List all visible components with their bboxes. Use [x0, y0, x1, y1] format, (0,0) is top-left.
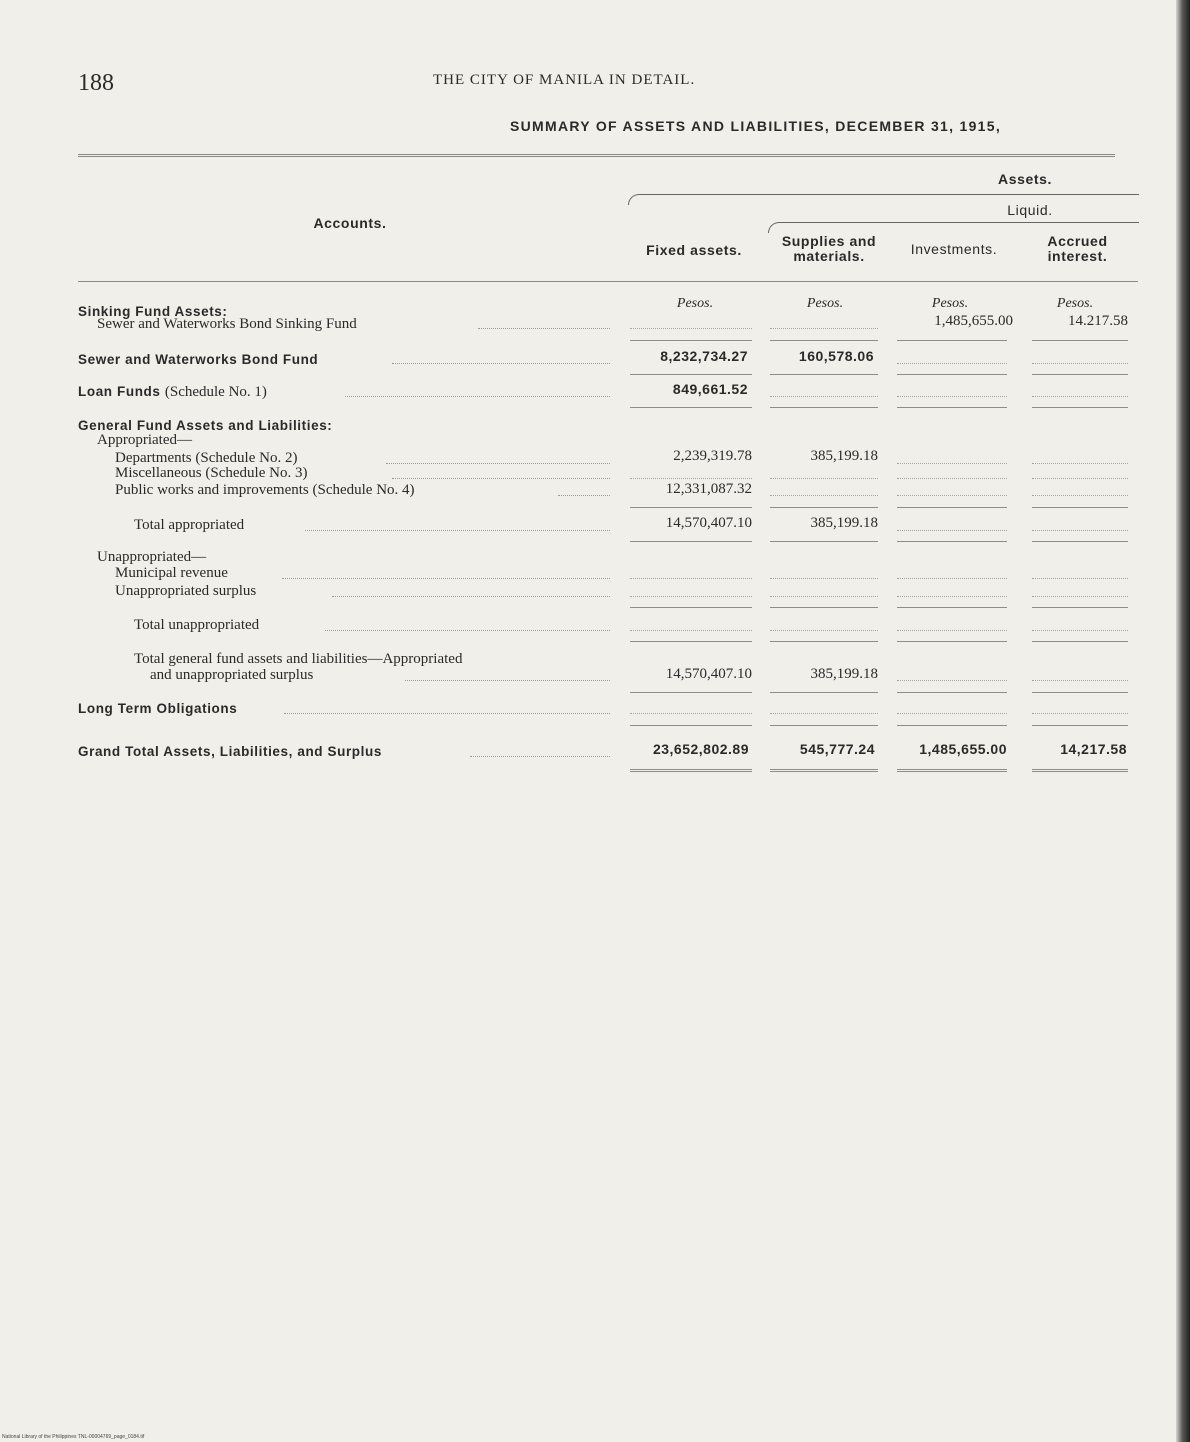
empty-cell [897, 530, 1007, 531]
empty-cell [770, 596, 878, 597]
total-appropriated-supplies-value: 385,199.18 [810, 515, 878, 531]
underline [770, 407, 878, 408]
empty-cell [897, 478, 1007, 479]
underline [897, 607, 1007, 608]
sewer-bond-fund-label: Sewer and Waterworks Bond Fund [78, 352, 319, 367]
underline [1032, 340, 1128, 341]
loan-funds-label [78, 384, 267, 400]
underline [1032, 607, 1128, 608]
fixed-assets-header: Fixed assets. [646, 242, 742, 258]
double-underline [770, 769, 878, 772]
total-general-supplies-value: 385,199.18 [810, 666, 878, 682]
empty-cell [1032, 680, 1128, 681]
unappropriated-surplus-label: Unappropriated surplus [115, 583, 257, 599]
leader-dots [392, 363, 610, 364]
empty-cell [1032, 478, 1128, 479]
municipal-revenue-label: Municipal revenue [115, 565, 228, 581]
total-unappropriated-label: Total unappropriated [134, 617, 260, 633]
underline [770, 340, 878, 341]
underline [770, 507, 878, 508]
accrued-header-line1: Accrued [1047, 233, 1108, 249]
empty-cell [770, 478, 878, 479]
underline [630, 725, 752, 726]
underline [897, 541, 1007, 542]
general-fund-heading: General Fund Assets and Liabilities: [78, 418, 333, 433]
leader-dots [405, 680, 610, 681]
underline [770, 607, 878, 608]
public-works-label: Public works and improvements (Schedule No. 4) [115, 482, 415, 498]
empty-cell [630, 578, 752, 579]
empty-cell [1032, 630, 1128, 631]
underline [770, 641, 878, 642]
empty-cell [1032, 396, 1128, 397]
sinking-investments-value: 1,485,655.00 [934, 313, 1013, 329]
empty-cell [770, 630, 878, 631]
underline [630, 407, 752, 408]
empty-cell [897, 495, 1007, 496]
leader-dots [282, 578, 610, 579]
empty-cell [770, 328, 878, 329]
leader-dots [558, 495, 610, 496]
empty-cell [630, 596, 752, 597]
leader-dots [478, 328, 610, 329]
supplies-header-line2: materials. [793, 248, 865, 264]
leader-dots [470, 756, 610, 757]
underline [1032, 641, 1128, 642]
loan-funds-label-bold: Loan Funds [78, 384, 161, 399]
empty-cell [630, 713, 752, 714]
underline [630, 374, 752, 375]
underline [770, 541, 878, 542]
empty-cell [897, 680, 1007, 681]
underline [897, 340, 1007, 341]
assets-header: Assets. [997, 171, 1052, 187]
unit-accrued: Pesos. [1056, 296, 1094, 311]
empty-cell [897, 396, 1007, 397]
empty-cell [1032, 495, 1128, 496]
underline [1032, 507, 1128, 508]
accounts-header: Accounts. [313, 215, 387, 231]
empty-cell [1032, 596, 1128, 597]
grand-investments-value: 1,485,655.00 [919, 741, 1007, 757]
total-general-fund-label: Total general fund assets and liabilities—Appropriated [134, 651, 463, 667]
underline [630, 692, 752, 693]
empty-cell [1032, 578, 1128, 579]
empty-cell [770, 396, 878, 397]
underline [630, 607, 752, 608]
grand-supplies-value: 545,777.24 [799, 741, 875, 757]
underline [897, 725, 1007, 726]
accrued-header-line2: interest. [1047, 248, 1108, 264]
empty-cell [1032, 530, 1128, 531]
empty-cell [630, 478, 752, 479]
underline [897, 692, 1007, 693]
empty-cell [897, 578, 1007, 579]
liquid-brace [768, 222, 1139, 233]
investments-header: Investments. [910, 241, 998, 257]
header-bottom-rule [78, 281, 1138, 282]
underline [1032, 692, 1128, 693]
unit-supplies: Pesos. [806, 296, 844, 311]
double-underline [897, 769, 1007, 772]
underline [1032, 725, 1128, 726]
departments-supplies-value: 385,199.18 [810, 448, 878, 464]
long-term-obligations-label: Long Term Obligations [78, 701, 238, 716]
public-works-fixed-value: 12,331,087.32 [665, 481, 752, 497]
liquid-header: Liquid. [1007, 202, 1053, 218]
underline [630, 641, 752, 642]
underline [897, 507, 1007, 508]
empty-cell [1032, 463, 1128, 464]
page-number: 188 [78, 70, 114, 96]
unit-fixed: Pesos. [676, 296, 714, 311]
double-underline [630, 769, 752, 772]
departments-fixed-value: 2,239,319.78 [673, 448, 752, 464]
underline [770, 692, 878, 693]
scan-credit: National Library of the Philippines TNL-00004769_page_0184.tif [2, 1434, 145, 1440]
empty-cell [770, 578, 878, 579]
total-general-fund-label-cont: and unappropriated surplus [150, 667, 314, 683]
sinking-accrued-value: 14.217.58 [1068, 313, 1128, 329]
empty-cell [897, 463, 1007, 464]
empty-cell [770, 713, 878, 714]
leader-dots [284, 713, 610, 714]
empty-cell [770, 495, 878, 496]
sinking-fund-heading: Sinking Fund Assets: [78, 304, 228, 319]
underline [630, 541, 752, 542]
underline [897, 407, 1007, 408]
double-underline [1032, 769, 1128, 772]
miscellaneous-label: Miscellaneous (Schedule No. 3) [115, 465, 308, 481]
empty-cell [897, 596, 1007, 597]
empty-cell [897, 630, 1007, 631]
accrued-header [1030, 234, 1125, 264]
underline [1032, 407, 1128, 408]
unappropriated-heading: Unappropriated— [97, 549, 207, 565]
loan-funds-schedule: (Schedule No. 1) [164, 384, 267, 400]
sinking-fund-item: Sewer and Waterworks Bond Sinking Fund [97, 316, 357, 332]
underline [630, 340, 752, 341]
running-head: THE CITY OF MANILA IN DETAIL. [433, 72, 696, 88]
underline [1032, 541, 1128, 542]
empty-cell [897, 713, 1007, 714]
underline [897, 641, 1007, 642]
sewer-supplies-value: 160,578.06 [798, 348, 874, 364]
supplies-header-line1: Supplies and [781, 233, 877, 249]
underline [1032, 374, 1128, 375]
leader-dots [325, 630, 610, 631]
grand-total-label: Grand Total Assets, Liabilities, and Surplus [78, 744, 382, 759]
unit-investments: Pesos. [931, 296, 969, 311]
grand-fixed-value: 23,652,802.89 [652, 741, 749, 757]
underline [770, 374, 878, 375]
total-appropriated-fixed-value: 14,570,407.10 [665, 515, 752, 531]
appropriated-heading: Appropriated— [97, 432, 192, 448]
empty-cell [630, 328, 752, 329]
leader-dots [332, 596, 610, 597]
table-title: SUMMARY OF ASSETS AND LIABILITIES, DECEMBER 31, 1915, [510, 118, 1002, 134]
empty-cell [1032, 363, 1128, 364]
table-top-rule [78, 154, 1115, 157]
leader-dots [345, 396, 610, 397]
leader-dots [392, 478, 610, 479]
sewer-fixed-value: 8,232,734.27 [660, 348, 748, 364]
empty-cell [897, 363, 1007, 364]
leader-dots [386, 463, 610, 464]
supplies-header [768, 234, 890, 264]
underline [770, 725, 878, 726]
grand-accrued-value: 14,217.58 [1060, 741, 1127, 757]
loan-fixed-value: 849,661.52 [672, 381, 748, 397]
total-appropriated-label: Total appropriated [134, 517, 245, 533]
empty-cell [630, 630, 752, 631]
total-general-fixed-value: 14,570,407.10 [665, 666, 752, 682]
leader-dots [305, 530, 610, 531]
departments-label: Departments (Schedule No. 2) [115, 450, 298, 466]
underline [897, 374, 1007, 375]
empty-cell [1032, 713, 1128, 714]
underline [630, 507, 752, 508]
scanned-page-edge [1176, 0, 1190, 1442]
